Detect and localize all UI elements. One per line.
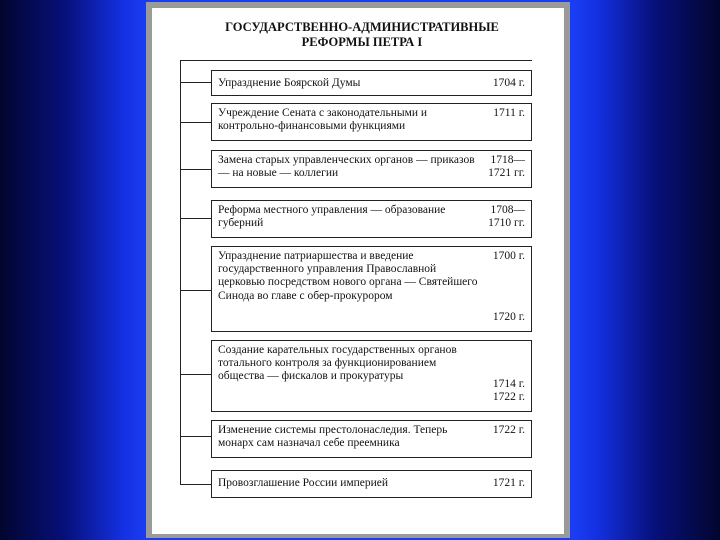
connector-2 <box>180 122 212 123</box>
title-line-2: РЕФОРМЫ ПЕТРА I <box>301 35 423 49</box>
reform-date-start: 1704 г. <box>492 77 525 89</box>
reform-box-1 <box>211 70 532 96</box>
reform-box-2 <box>211 103 532 141</box>
reform-box-8 <box>211 470 532 498</box>
reform-date-start: 1722 г. <box>492 424 525 436</box>
reform-text: Создание карательных государственных органов тотального контроля за функционированием общества — фискалов и прокуратуры <box>218 344 457 383</box>
connector-5 <box>180 290 212 291</box>
reform-date-end: 1710 гг. <box>488 217 525 230</box>
reform-date <box>477 250 525 263</box>
connector-spine <box>180 60 181 484</box>
reform-date <box>477 154 525 180</box>
reform-date <box>477 107 525 120</box>
reform-date-start: 1711 г. <box>493 107 525 119</box>
reform-box-3 <box>211 150 532 188</box>
reform-text: Реформа местного управления — образование губерний <box>218 204 446 230</box>
reform-date <box>477 424 525 437</box>
reform-box-4 <box>211 200 532 238</box>
reform-text: Учреждение Сената с законодательными и контрольно-финансовыми функциями <box>218 107 428 133</box>
reform-date-start: 1714 г. <box>492 378 525 390</box>
reform-text: Замена старых управленческих органов — приказов — на новые — коллегии <box>218 154 475 180</box>
reform-date-end: 1722 г. <box>492 391 525 404</box>
connector-1 <box>180 82 212 83</box>
connector-3 <box>180 169 212 170</box>
title-line-1: ГОСУДАРСТВЕННО-АДМИНИСТРАТИВНЫЕ <box>225 20 499 34</box>
reform-box-7 <box>211 420 532 458</box>
reform-date <box>477 378 525 404</box>
connector-top <box>180 60 532 61</box>
reform-date-start: 1718— <box>490 154 525 166</box>
reform-box-6 <box>211 340 532 412</box>
reform-date-end: 1720 г. <box>492 311 525 323</box>
connector-4 <box>180 218 212 219</box>
reform-text: Изменение системы престолонаследия. Теперь монарх сам назначал себе преемника <box>218 424 448 450</box>
reform-date-start: 1700 г. <box>492 250 525 262</box>
reform-box-5 <box>211 246 532 332</box>
reform-date-secondary <box>477 311 525 324</box>
reform-date-end: 1721 гг. <box>488 167 525 180</box>
diagram-title <box>160 20 564 50</box>
reform-text: Упразднение патриаршества и введение государственного управления Православной церковью посредством нового органа — Святейшего Синода во главе с обер-прокурором <box>218 250 478 302</box>
reform-date <box>477 204 525 230</box>
connector-7 <box>180 436 212 437</box>
reform-date-start: 1708— <box>490 204 525 216</box>
reform-text: Упразднение Боярской Думы <box>218 77 361 89</box>
reform-text: Провозглашение России империей <box>218 477 389 489</box>
reform-date-start: 1721 г. <box>492 477 525 489</box>
reform-date <box>477 77 525 90</box>
connector-8 <box>180 484 212 485</box>
reform-date <box>477 477 525 490</box>
connector-6 <box>180 374 212 375</box>
